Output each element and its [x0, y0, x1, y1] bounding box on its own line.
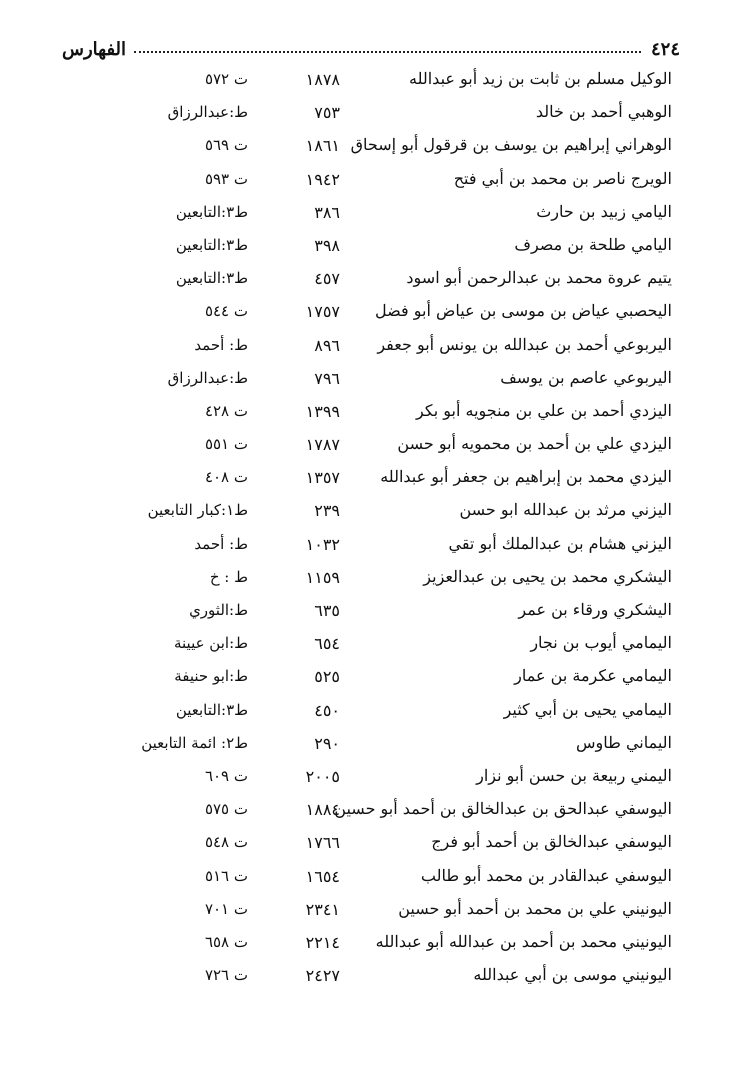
- index-entry: [0, 695, 746, 728]
- index-entry: [0, 894, 746, 927]
- entry-name: اليمني ربيعة بن حسن أبو نزار: [476, 765, 672, 785]
- entry-tag: ت ٥١٦: [204, 866, 248, 885]
- entry-tag: ط١:كبار التابعين: [147, 501, 248, 520]
- entry-name: اليربوعي أحمد بن عبدالله بن يونس أبو جعفر: [377, 334, 672, 354]
- index-entry: [0, 827, 746, 860]
- entry-number: ١٨٨٤: [305, 800, 340, 820]
- entry-number: ٣٩٨: [314, 235, 340, 255]
- entry-name: اليزدي محمد بن إبراهيم بن جعفر أبو عبدالله: [380, 467, 672, 487]
- entry-number: ٦٣٥: [314, 601, 340, 620]
- entry-number: ١٣٩٩: [305, 401, 340, 421]
- index-entry: [0, 861, 746, 894]
- entry-tag: ط: أحمد: [194, 335, 248, 354]
- index-entry: [0, 562, 746, 595]
- entry-number: ١٧٨٧: [305, 435, 340, 455]
- entry-name: اليامي طلحة بن مصرف: [514, 234, 672, 254]
- page-header: [62, 36, 680, 62]
- entry-tag: ت ٥٦٩: [204, 136, 248, 155]
- entry-tag: ط : خ: [209, 567, 248, 586]
- entry-name: اليربوعي عاصم بن يوسف: [500, 367, 672, 387]
- entry-name: اليمامي عكرمة بن عمار: [514, 666, 672, 686]
- entry-name: اليوسفي عبدالقادر بن محمد أبو طالب: [420, 865, 672, 885]
- entry-number: ١٣٥٧: [305, 468, 340, 488]
- index-entry: [0, 197, 746, 230]
- entry-tag: ط٢: ائمة التابعين: [141, 733, 248, 752]
- entry-tag: ط:ابو حنيفة: [174, 667, 248, 686]
- entry-tag: ت ٥٤٨: [204, 833, 248, 852]
- entry-number: ٧٥٣: [314, 103, 340, 123]
- index-entry: [0, 628, 746, 661]
- entry-name: الوهراني إبراهيم بن يوسف بن قرقول أبو إسحاق: [350, 135, 672, 155]
- entry-name: اليامي زبيد بن حارث: [536, 201, 672, 221]
- index-entry: [0, 661, 746, 694]
- entry-number: ١٦٥٤: [305, 866, 340, 886]
- page-number: ٤٢٤: [650, 38, 680, 60]
- entry-number: ٢٩٠: [314, 733, 340, 753]
- entry-name: اليشكري محمد بن يحيى بن عبدالعزيز: [423, 566, 672, 586]
- entry-number: ٢٣٩: [314, 501, 340, 521]
- entry-tag: ط٣:التابعين: [175, 202, 248, 221]
- entry-number: ٢٢١٤: [305, 932, 340, 952]
- entry-tag: ت ٥٥١: [204, 435, 248, 454]
- entry-tag: ت ٥٧٢: [204, 70, 248, 88]
- entry-number: ٢٠٠٥: [305, 766, 340, 786]
- entry-name: اليزدي علي بن أحمد بن محمويه أبو حسن: [397, 434, 672, 454]
- index-entry: [0, 927, 746, 960]
- index-entry: [0, 97, 746, 130]
- entry-number: ٤٥٠: [314, 700, 340, 720]
- entry-name: اليماني طاوس: [575, 732, 672, 752]
- index-entry: [0, 761, 746, 794]
- dotted-leader: [134, 51, 641, 53]
- index-entry: [0, 396, 746, 429]
- entry-name: اليوسفي عبدالخالق بن أحمد أبو فرج: [431, 832, 672, 852]
- index-entry: [0, 429, 746, 462]
- entry-tag: ط:ابن عيينة: [173, 634, 248, 653]
- index-entry: [0, 529, 746, 562]
- entry-number: ٢٤٢٧: [305, 966, 340, 986]
- index-entry: [0, 330, 746, 363]
- entry-name: الوهبي أحمد بن خالد: [535, 102, 672, 122]
- entry-number: ١١٥٩: [305, 567, 340, 587]
- entry-tag: ت ٥٧٥: [204, 800, 248, 819]
- entry-name: اليوسفي عبدالحق بن عبدالخالق بن أحمد أبو حسين: [334, 799, 672, 819]
- entry-name: اليزني مرثد بن عبدالله ابو حسن: [459, 500, 672, 520]
- entry-tag: ت ٤٢٨: [204, 401, 248, 420]
- entry-number: ١٧٦٦: [305, 833, 340, 853]
- index-entry: [0, 728, 746, 761]
- entry-number: ٦٥٤: [314, 634, 340, 654]
- entry-name: اليزني هشام بن عبدالملك أبو تقي: [448, 533, 672, 553]
- entry-name: اليونيني موسى بن أبي عبدالله: [473, 965, 672, 985]
- index-entry: [0, 164, 746, 197]
- entry-number: ٨٩٦: [314, 335, 340, 355]
- index-entry: [0, 296, 746, 329]
- entry-name: اليحصبي عياض بن موسى بن عياض أبو فضل: [375, 301, 672, 321]
- entry-tag: ت ٥٤٤: [204, 302, 248, 321]
- entry-tag: ط: أحمد: [194, 534, 248, 553]
- entry-name: اليمامي يحيى بن أبي كثير: [503, 699, 672, 719]
- entry-tag: ط٣:التابعين: [175, 235, 248, 254]
- entry-name: الويرج ناصر بن محمد بن أبي فتح: [453, 168, 672, 188]
- entry-tag: ط:عبدالرزاق: [167, 368, 248, 387]
- entry-number: ٥٢٥: [314, 667, 340, 687]
- section-title: الفهارس: [62, 38, 127, 60]
- index-entry: [0, 263, 746, 296]
- entry-name: الوكيل مسلم بن ثابت بن زيد أبو عبدالله: [408, 69, 672, 88]
- entry-number: ٢٣٤١: [305, 899, 340, 919]
- index-entry: [0, 130, 746, 163]
- entry-tag: ت ٤٠٨: [204, 468, 248, 487]
- index-entry: [0, 960, 746, 993]
- entry-name: اليونيني علي بن محمد بن أحمد أبو حسين: [398, 898, 672, 918]
- entry-number: ١٨٦١: [305, 136, 340, 156]
- entry-number: ٤٥٧: [314, 269, 340, 289]
- index-entry: [0, 462, 746, 495]
- index-entry: [0, 595, 746, 628]
- entry-number: ١٧٥٧: [305, 302, 340, 322]
- entry-tag: ت ٦٠٩: [204, 766, 248, 785]
- entry-tag: ت ٧٠١: [204, 899, 248, 918]
- entry-tag: ط٣:التابعين: [175, 269, 248, 288]
- index-entry: [0, 495, 746, 528]
- entry-tag: ط:الثوري: [189, 601, 248, 619]
- entry-tag: ط٣:التابعين: [175, 700, 248, 719]
- entry-tag: ت ٥٩٣: [204, 169, 248, 188]
- entry-number: ٣٨٦: [314, 202, 340, 222]
- entry-number: ٧٩٦: [314, 368, 340, 388]
- index-entry: [0, 230, 746, 263]
- entry-number: ١٩٤٢: [305, 169, 340, 189]
- entry-tag: ت ٦٥٨: [204, 932, 248, 951]
- entry-number: ١٠٣٢: [305, 534, 340, 554]
- entry-name: اليونيني محمد بن أحمد بن عبدالله أبو عبدالله: [375, 931, 672, 951]
- index-entry: [0, 363, 746, 396]
- entry-tag: ت ٧٢٦: [204, 966, 248, 985]
- entry-name: اليزدي أحمد بن علي بن منجويه أبو بكر: [416, 400, 672, 420]
- index-entry: [0, 794, 746, 827]
- entry-tag: ط:عبدالرزاق: [167, 103, 248, 122]
- index-list: [0, 64, 746, 993]
- entry-name: اليمامي أيوب بن نجار: [530, 633, 672, 653]
- index-entry: [0, 64, 746, 97]
- entry-number: ١٨٧٨: [305, 70, 340, 89]
- entry-name: يتيم عروة محمد بن عبدالرحمن أبو اسود: [406, 268, 672, 288]
- entry-name: اليشكري ورقاء بن عمر: [518, 600, 672, 619]
